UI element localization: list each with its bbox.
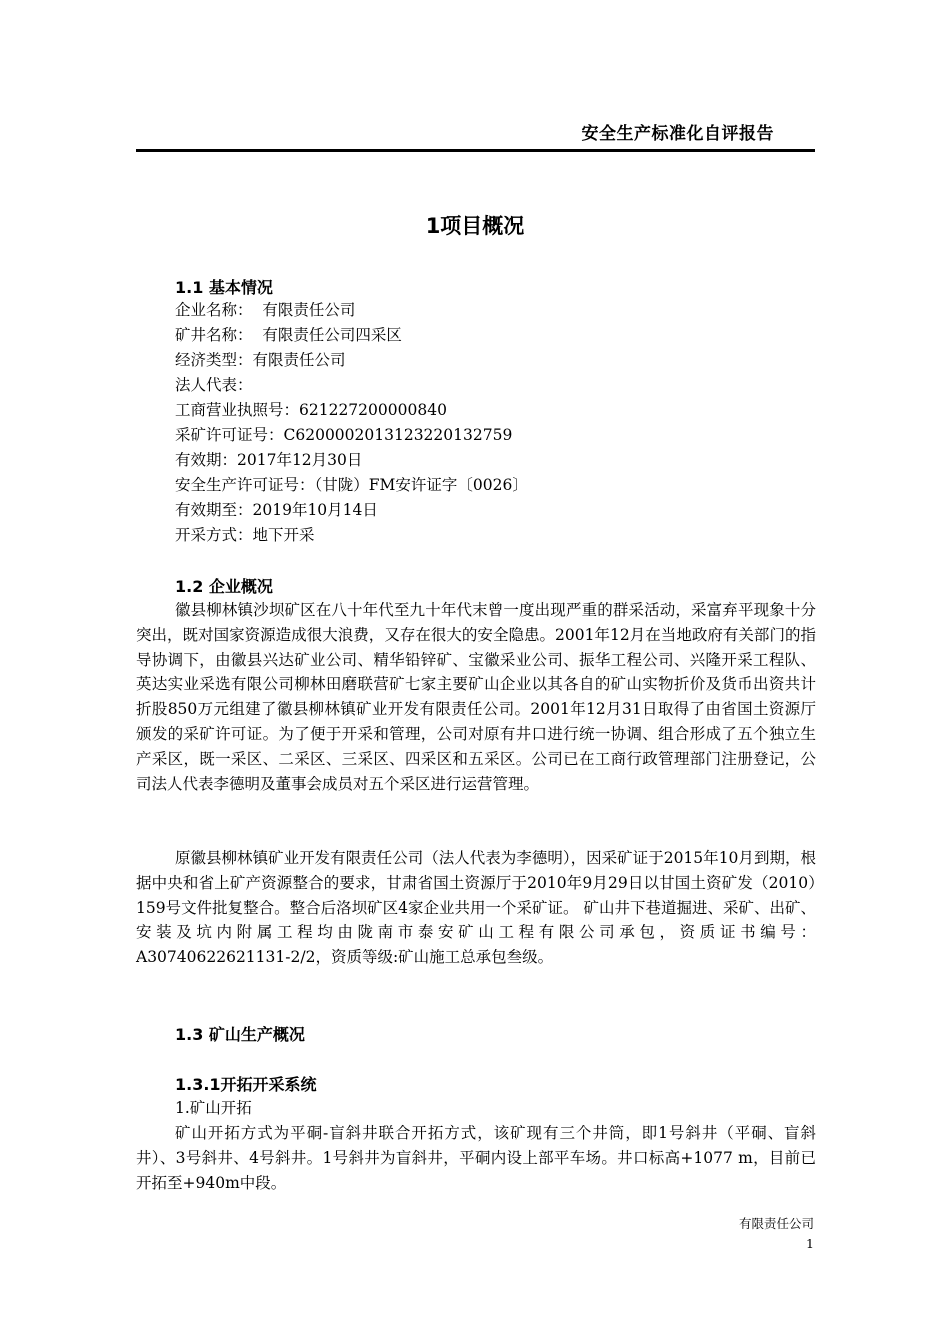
section-heading-basic-info: 1.1 基本情况 <box>175 278 273 297</box>
chapter-title: 1项目概况 <box>425 214 525 238</box>
section-heading-overview: 1.2 企业概况 <box>175 577 273 596</box>
info-company-name: 企业名称： 有限责任公司 <box>175 301 356 319</box>
footer-company: 有限责任公司 <box>738 1216 814 1231</box>
info-safety-permit: 安全生产许可证号：（甘陇）FM安许证字〔0026〕 <box>175 476 528 494</box>
info-business-license: 工商营业执照号：621227200000840 <box>175 401 447 419</box>
info-permit-validity: 有效期：2017年12月30日 <box>175 451 363 469</box>
info-economic-type: 经济类型：有限责任公司 <box>175 351 346 369</box>
overview-paragraph-2: 原徽县柳林镇矿业开发有限责任公司（法人代表为李德明），因采矿证于2015年10月到期，根据中央和省上矿产资源整合的要求，甘肃省国土资源厅于2010年9月29日以甘国土资矿发（2010）159号文件批复整合。整合后洛坝矿区4家企业共用一个采矿证。 矿山井下巷道掘进、采矿、出矿、安装及坑内附属工程均由陇南市泰安矿山工程有限公司承包，资质证书编号：A30740622621131-2/2，资质等级:矿山施工总承包叁级。 <box>136 849 816 967</box>
basic-info-list <box>175 298 528 548</box>
info-mine-name: 矿井名称： 有限责任公司四采区 <box>175 326 402 344</box>
info-safety-validity: 有效期至：2019年10月14日 <box>175 501 378 519</box>
info-mining-method: 开采方式：地下开采 <box>175 526 315 544</box>
header-title: 安全生产标准化自评报告 <box>581 124 774 144</box>
development-paragraph: 矿山开拓方式为平硐-盲斜井联合开拓方式，该矿现有三个井筒，即1号斜井（平硐、盲斜井）、3号斜井、4号斜井。1号斜井为盲斜井，平硐内设上部平车场。井口标高+1077 m，目前已开拓至+940m中段。 <box>136 1124 816 1192</box>
info-legal-rep: 法人代表： <box>175 376 253 394</box>
development-item-title: 1.矿山开拓 <box>175 1099 252 1117</box>
page-number: 1 <box>806 1236 814 1251</box>
overview-paragraph-1: 徽县柳林镇沙坝矿区在八十年代至九十年代末曾一度出现严重的群采活动，采富弃平现象十分突出，既对国家资源造成很大浪费，又存在很大的安全隐患。2001年12月在当地政府有关部门的指导协调下，由徽县兴达矿业公司、精华铅锌矿、宝徽采业公司、振华工程公司、兴隆开采工程队、英达实业采选有限公司柳林田磨联营矿七家主要矿山企业以其各自的矿山实物折价及货币出资共计折股850万元组建了徽县柳林镇矿业开发有限责任公司。2001年12月31日取得了由省国土资源厅颁发的采矿许可证。为了便于开采和管理，公司对原有井口进行统一协调、组合形成了五个独立生产采区，既一采区、二采区、三采区、四采区和五采区。公司已在工商行政管理部门注册登记，公司法人代表李德明及董事会成员对五个采区进行运营管理。 <box>136 601 816 793</box>
section-heading-production: 1.3 矿山生产概况 <box>175 1025 305 1044</box>
info-mining-permit: 采矿许可证号：C6200002013123220132759 <box>175 426 513 444</box>
section-heading-development: 1.3.1开拓开采系统 <box>175 1075 317 1094</box>
header-rule <box>136 149 815 152</box>
